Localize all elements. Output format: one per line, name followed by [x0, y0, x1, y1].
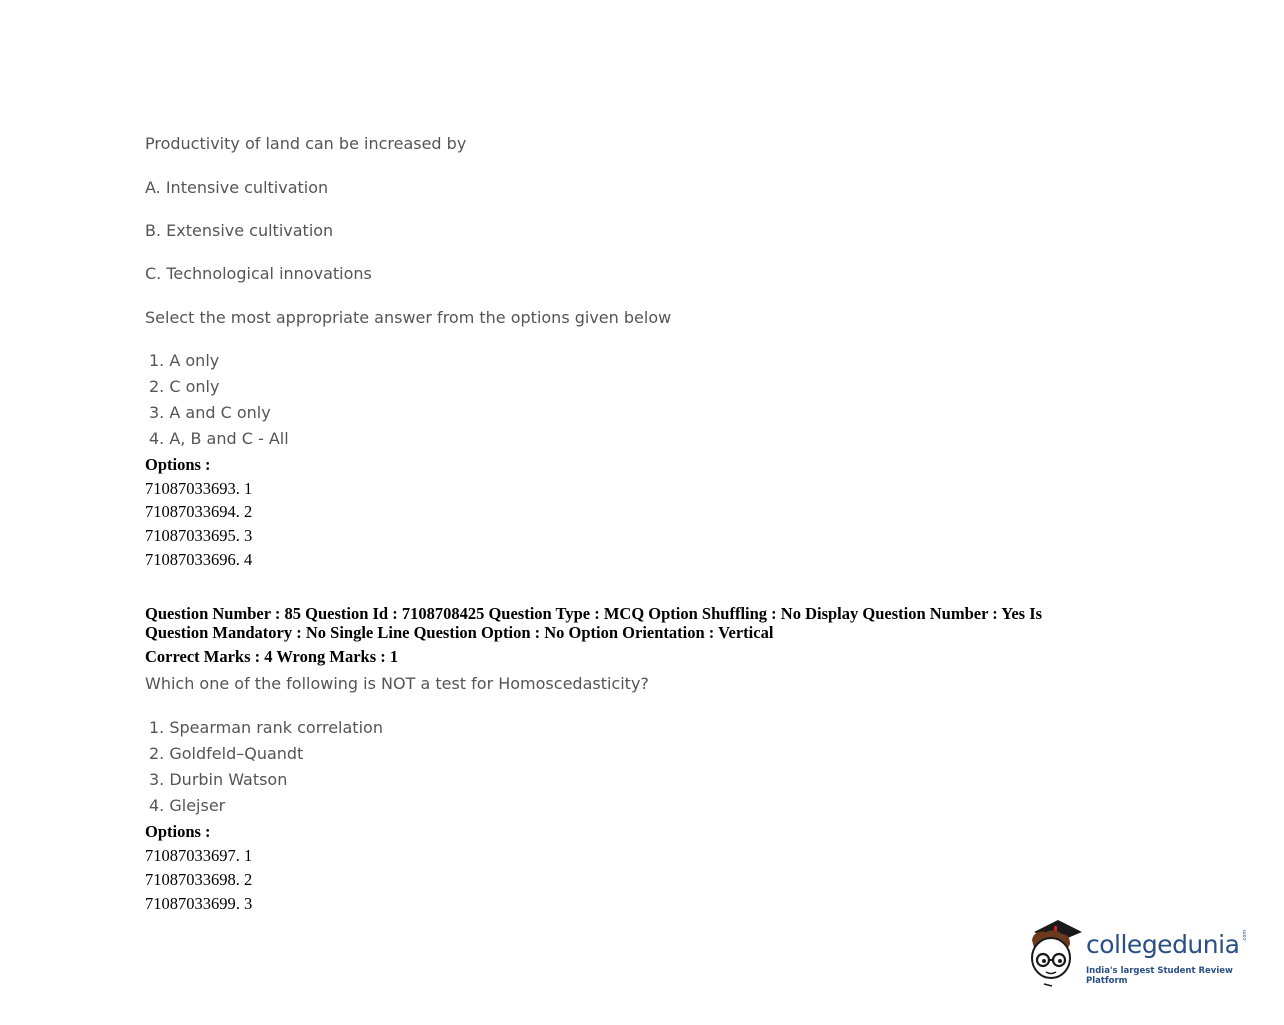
- statement-b: B. Extensive cultivation: [145, 221, 334, 240]
- choice-2: 2. C only: [149, 377, 220, 396]
- question-84-instruction: Select the most appropriate answer from the options given below: [145, 308, 672, 327]
- question-84-stem: Productivity of land can be increased by: [145, 134, 467, 153]
- question-85-meta-line-2: Question Mandatory : No Single Line Question Option : No Option Orientation : Vertical: [145, 623, 774, 642]
- choice-4: 4. Glejser: [149, 796, 226, 815]
- choice-1: 1. A only: [149, 351, 220, 370]
- option-id: 71087033698. 2: [145, 870, 253, 889]
- logo-tagline: India's largest Student Review Platform: [1086, 966, 1233, 986]
- options-label: Options :: [145, 455, 211, 474]
- student-mascot-icon: [1024, 918, 1086, 990]
- question-85-meta-line-1: Question Number : 85 Question Id : 7108708425 Question Type : MCQ Option Shuffling : No Display Question Number : Yes Is: [145, 604, 1043, 623]
- statement-a: A. Intensive cultivation: [145, 178, 329, 197]
- logo-wordmark: collegedunia: [1086, 930, 1240, 959]
- choice-3: 3. Durbin Watson: [149, 770, 288, 789]
- choice-4: 4. A, B and C - All: [149, 429, 289, 448]
- option-id: 71087033695. 3: [145, 526, 253, 545]
- option-id: 71087033697. 1: [145, 846, 253, 865]
- choice-3: 3. A and C only: [149, 403, 271, 422]
- option-id: 71087033696. 4: [145, 550, 253, 569]
- option-id: 71087033699. 3: [145, 894, 253, 913]
- collegedunia-logo: [1024, 918, 1254, 990]
- question-85-marks: Correct Marks : 4 Wrong Marks : 1: [145, 647, 399, 666]
- statement-c: C. Technological innovations: [145, 264, 372, 283]
- choice-1: 1. Spearman rank correlation: [149, 718, 383, 737]
- option-id: 71087033694. 2: [145, 502, 253, 521]
- options-label: Options :: [145, 822, 211, 841]
- choice-2: 2. Goldfeld–Quandt: [149, 744, 304, 763]
- logo-domain: .com: [1242, 929, 1248, 942]
- question-85-stem: Which one of the following is NOT a test for Homoscedasticity?: [145, 674, 649, 693]
- option-id: 71087033693. 1: [145, 479, 253, 498]
